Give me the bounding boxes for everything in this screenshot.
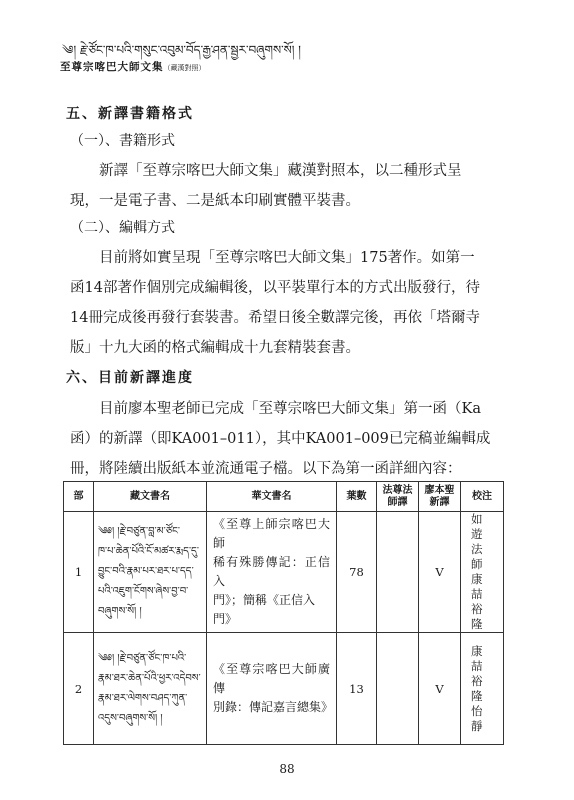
section-5-subheading-1: （一）、書籍形式 xyxy=(70,133,175,149)
section-5-paragraph-2 xyxy=(70,243,480,363)
cell-tibetan-title xyxy=(94,633,207,745)
page-number: 88 xyxy=(279,762,295,776)
chinese-line: 門》 xyxy=(213,612,238,626)
tibetan-line: བཞུགས་སོ། ། xyxy=(98,606,142,617)
tibetan-line: པའི་འཇུག་ངོགས་ཞེས་བྱ་བ་ xyxy=(98,586,189,597)
paragraph-line: 目前將如實呈現「至尊宗喀巴大師文集」175著作。如第一 xyxy=(99,250,475,266)
col-header-proofread: 校注 xyxy=(461,482,504,512)
chinese-line: 《至尊宗喀巴大師廣傳 xyxy=(213,662,330,695)
table-row xyxy=(64,633,504,745)
proofreader-name: 怡靜 xyxy=(471,703,483,733)
cell-liao-translation: V xyxy=(419,633,461,745)
chinese-line: 《至尊上師宗喀巴大師 xyxy=(213,517,330,550)
col-header-chinese-title: 華文書名 xyxy=(207,482,337,512)
tibetan-line: ༄༅། །རྗེ་བཙུན་བླ་མ་ཙོང་ xyxy=(98,526,180,537)
running-header-title: 至尊宗喀巴大師文集 xyxy=(60,61,164,73)
col-header-part: 部 xyxy=(64,482,94,512)
proofreader-name: 法師 xyxy=(471,542,483,571)
cell-part: 2 xyxy=(64,633,94,745)
table-header-row xyxy=(64,482,504,512)
col-header-dharma-teacher xyxy=(377,482,419,512)
tibetan-line: རྣམ་ཐར་ཆེན་པོའི་ཕྱར་འདེབས་ xyxy=(98,672,201,684)
col-header-liao-translation xyxy=(419,482,461,512)
paragraph-line: 新譯「至尊宗喀巴大師文集」藏漢對照本，以二種形式呈 xyxy=(99,163,462,179)
running-header-note: （藏漢對照） xyxy=(163,64,206,72)
section-5-subheading-2: （二）、編輯方式 xyxy=(70,220,175,236)
header-line: 新譯 xyxy=(429,496,450,508)
proofreader-name: 康喆 xyxy=(471,643,483,673)
col-header-tibetan-title: 藏文書名 xyxy=(94,482,207,512)
tibetan-line: ༄༅། །རྗེ་བཙུན་ཙོང་ཁ་པའི་ xyxy=(98,652,187,664)
chinese-line: 別錄：傳記嘉言總集》 xyxy=(213,700,334,714)
running-header-chinese xyxy=(60,59,206,74)
col-header-leaves: 葉數 xyxy=(337,482,377,512)
paragraph-line: 現，一是電子書、二是紙本印刷實體平裝書。 xyxy=(70,193,360,209)
cell-leaves: 13 xyxy=(337,633,377,745)
paragraph-line: 函14部著作個別完成編輯後，以平裝單行本的方式出版發行，待 xyxy=(70,280,480,296)
chinese-line: 門》；簡稱《正信入 xyxy=(213,593,316,607)
header-line: 廖本聖 xyxy=(424,484,455,496)
header-line: 師譯 xyxy=(387,496,408,508)
paragraph-line: 目前廖本聖老師已完成「至尊宗喀巴大師文集」第一函（Ka xyxy=(99,401,481,417)
cell-dharma-teacher xyxy=(377,512,419,633)
first-volume-table xyxy=(63,481,504,745)
cell-proofread xyxy=(461,633,504,745)
paragraph-line: 冊，將陸續出版紙本並流通電子檔。以下為第一函詳細內容： xyxy=(70,461,462,477)
cell-tibetan-title xyxy=(94,512,207,633)
paragraph-line: 14冊完成後再發行套裝書。希望日後全數譯完後，再依「塔爾寺 xyxy=(70,310,480,326)
tibetan-line: ཁ་པ་ཆེན་པོའི་ངོ་མཚར་རྨད་དུ་ xyxy=(98,546,199,557)
cell-chinese-title xyxy=(207,512,337,633)
cell-leaves: 78 xyxy=(337,512,377,633)
chinese-line: 稀有殊勝傳記：正信入 xyxy=(213,555,330,588)
section-5-paragraph-1 xyxy=(70,156,462,216)
tibetan-line: འདུས་བཞུགས་སོ། ། xyxy=(98,712,163,724)
tibetan-line: རྣམ་ཐར་ལེགས་བཤད་ཀུན་ xyxy=(98,692,188,704)
cell-part: 1 xyxy=(64,512,94,633)
proofreader-name: 康喆 xyxy=(471,572,483,601)
proofreader-name: 如遊 xyxy=(471,512,483,541)
paragraph-line: 版」十九大函的格式編輯成十九套精裝套書。 xyxy=(70,340,360,356)
cell-chinese-title xyxy=(207,633,337,745)
paragraph-line: 函）的新譯（即KA001–011），其中KA001–009已完稿並編輯成 xyxy=(70,431,491,447)
tibetan-line: བྱུང་བའི་རྣམ་པར་ཐར་པ་དད་ xyxy=(98,566,194,577)
section-6-paragraph-1 xyxy=(70,394,490,484)
cell-proofread xyxy=(461,512,504,633)
header-line: 法尊法 xyxy=(382,484,413,496)
cell-dharma-teacher xyxy=(377,633,419,745)
running-header-tibetan: ༄། རྗེ་ཙོང་ཁ་པའི་གསུང་འབུམ་བོད་རྒྱ་ཤན་སྦྱར་བཞུགས་སོ། ། xyxy=(62,43,301,57)
section-5-heading: 五、新譯書籍格式 xyxy=(66,106,194,122)
table-row xyxy=(64,512,504,633)
cell-liao-translation: V xyxy=(419,512,461,633)
proofreader-name: 裕隆 xyxy=(471,602,483,631)
section-6-heading: 六、目前新譯進度 xyxy=(66,370,194,386)
proofreader-name: 裕隆 xyxy=(471,673,483,703)
